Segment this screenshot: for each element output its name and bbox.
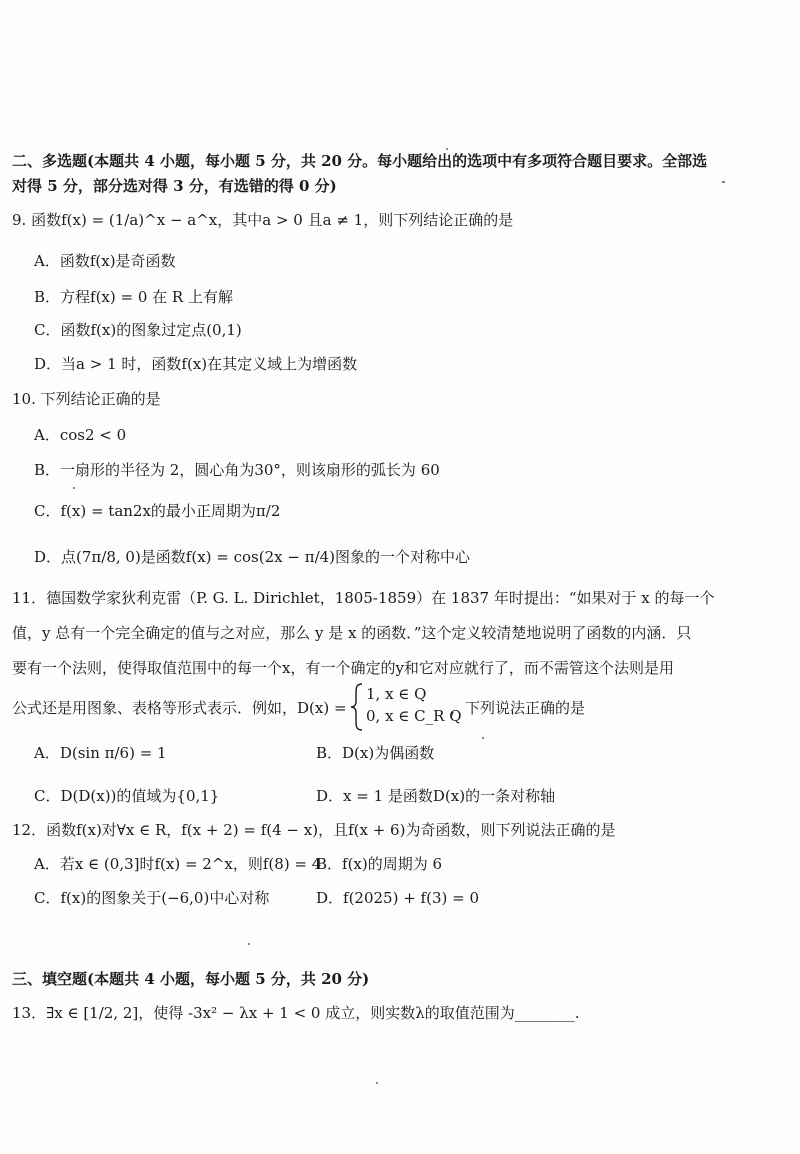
- q11-option-c: C．D(D(x))的值域为{0,1}: [34, 787, 220, 805]
- q11-option-a: A．D(sin π/6) = 1: [34, 744, 167, 762]
- section3-header: 三、填空题(本题共 4 小题，每小题 5 分，共 20 分): [12, 970, 370, 988]
- q11-option-b: B．D(x)为偶函数: [316, 744, 435, 762]
- q9-option-a: A．函数f(x)是奇函数: [34, 252, 176, 270]
- q12-option-a: A．若x ∈ (0,3]时f(x) = 2^x，则f(8) = 4: [34, 855, 322, 873]
- q10-stem: 10. 下列结论正确的是: [12, 390, 161, 408]
- q11-case-1: 1, x ∈ Q: [366, 685, 427, 703]
- q10-option-b: B．一扇形的半径为 2，圆心角为30°，则该扇形的弧长为 60: [34, 461, 440, 479]
- q12-option-d: D．f(2025) + f(3) = 0: [316, 889, 480, 907]
- q11-option-d: D．x = 1 是函数D(x)的一条对称轴: [316, 787, 556, 805]
- q9-option-d: D．当a > 1 时，函数f(x)在其定义域上为增函数: [34, 355, 358, 373]
- q9-option-b: B．方程f(x) = 0 在 R 上有解: [34, 288, 233, 306]
- scan-speck: [248, 943, 250, 945]
- scan-speck: [482, 737, 484, 739]
- q12-option-c: C．f(x)的图象关于(−6,0)中心对称: [34, 889, 270, 907]
- q10-option-d: D．点(7π/8, 0)是函数f(x) = cos(2x − π/4)图象的一个对称中心: [34, 548, 471, 566]
- q11-line3: 要有一个法则，使得取值范围中的每一个x，有一个确定的y和它对应就行了，而不需管这个法则是用: [12, 659, 674, 677]
- q13-stem: 13．∃x ∈ [1/2, 2]，使得 -3x² − λx + 1 < 0 成立，则实数λ的取值范围为________.: [12, 1004, 580, 1022]
- q12-stem: 12．函数f(x)对∀x ∈ R，f(x + 2) = f(4 − x)，且f(x + 6)为奇函数，则下列说法正确的是: [12, 821, 616, 839]
- q11-case-2: 0, x ∈ C_R Q: [366, 707, 462, 725]
- q12-option-b: B．f(x)的周期为 6: [316, 855, 443, 873]
- section2-header-line2: 对得 5 分，部分选对得 3 分，有选错的得 0 分): [12, 177, 337, 195]
- q11-line4-suffix: ，下列说法正确的是: [450, 699, 586, 717]
- section2-header-line1: 二、多选题(本题共 4 小题，每小题 5 分，共 20 分。每小题给出的选项中有多项符合题目要求。全部选: [12, 152, 708, 170]
- q11-line4-prefix: 公式还是用图象、表格等形式表示．例如，D(x) =: [12, 699, 347, 717]
- scan-speck: [376, 1082, 378, 1084]
- q11-line1: 11．德国数学家狄利克雷（P. G. L. Dirichlet，1805-1859）在 1837 年时提出：“如果对于 x 的每一个: [12, 589, 715, 607]
- q9-stem: 9. 函数f(x) = (1/a)^x − a^x，其中a > 0 且a ≠ 1，则下列结论正确的是: [12, 211, 514, 229]
- q10-option-a: A．cos2 < 0: [34, 426, 127, 444]
- scan-speck: [446, 148, 448, 150]
- q10-option-c: C．f(x) = tan2x的最小正周期为π/2: [34, 502, 281, 520]
- piecewise-brace: [350, 682, 364, 732]
- q11-line2: 值，y 总有一个完全确定的值与之对应，那么 y 是 x 的函数．”这个定义较清楚地说明了函数的内涵．只: [12, 624, 692, 642]
- scan-speck: [73, 487, 75, 489]
- brace-icon: [350, 682, 364, 732]
- q9-option-c: C．函数f(x)的图象过定点(0,1): [34, 321, 242, 339]
- scan-speck: [722, 181, 725, 183]
